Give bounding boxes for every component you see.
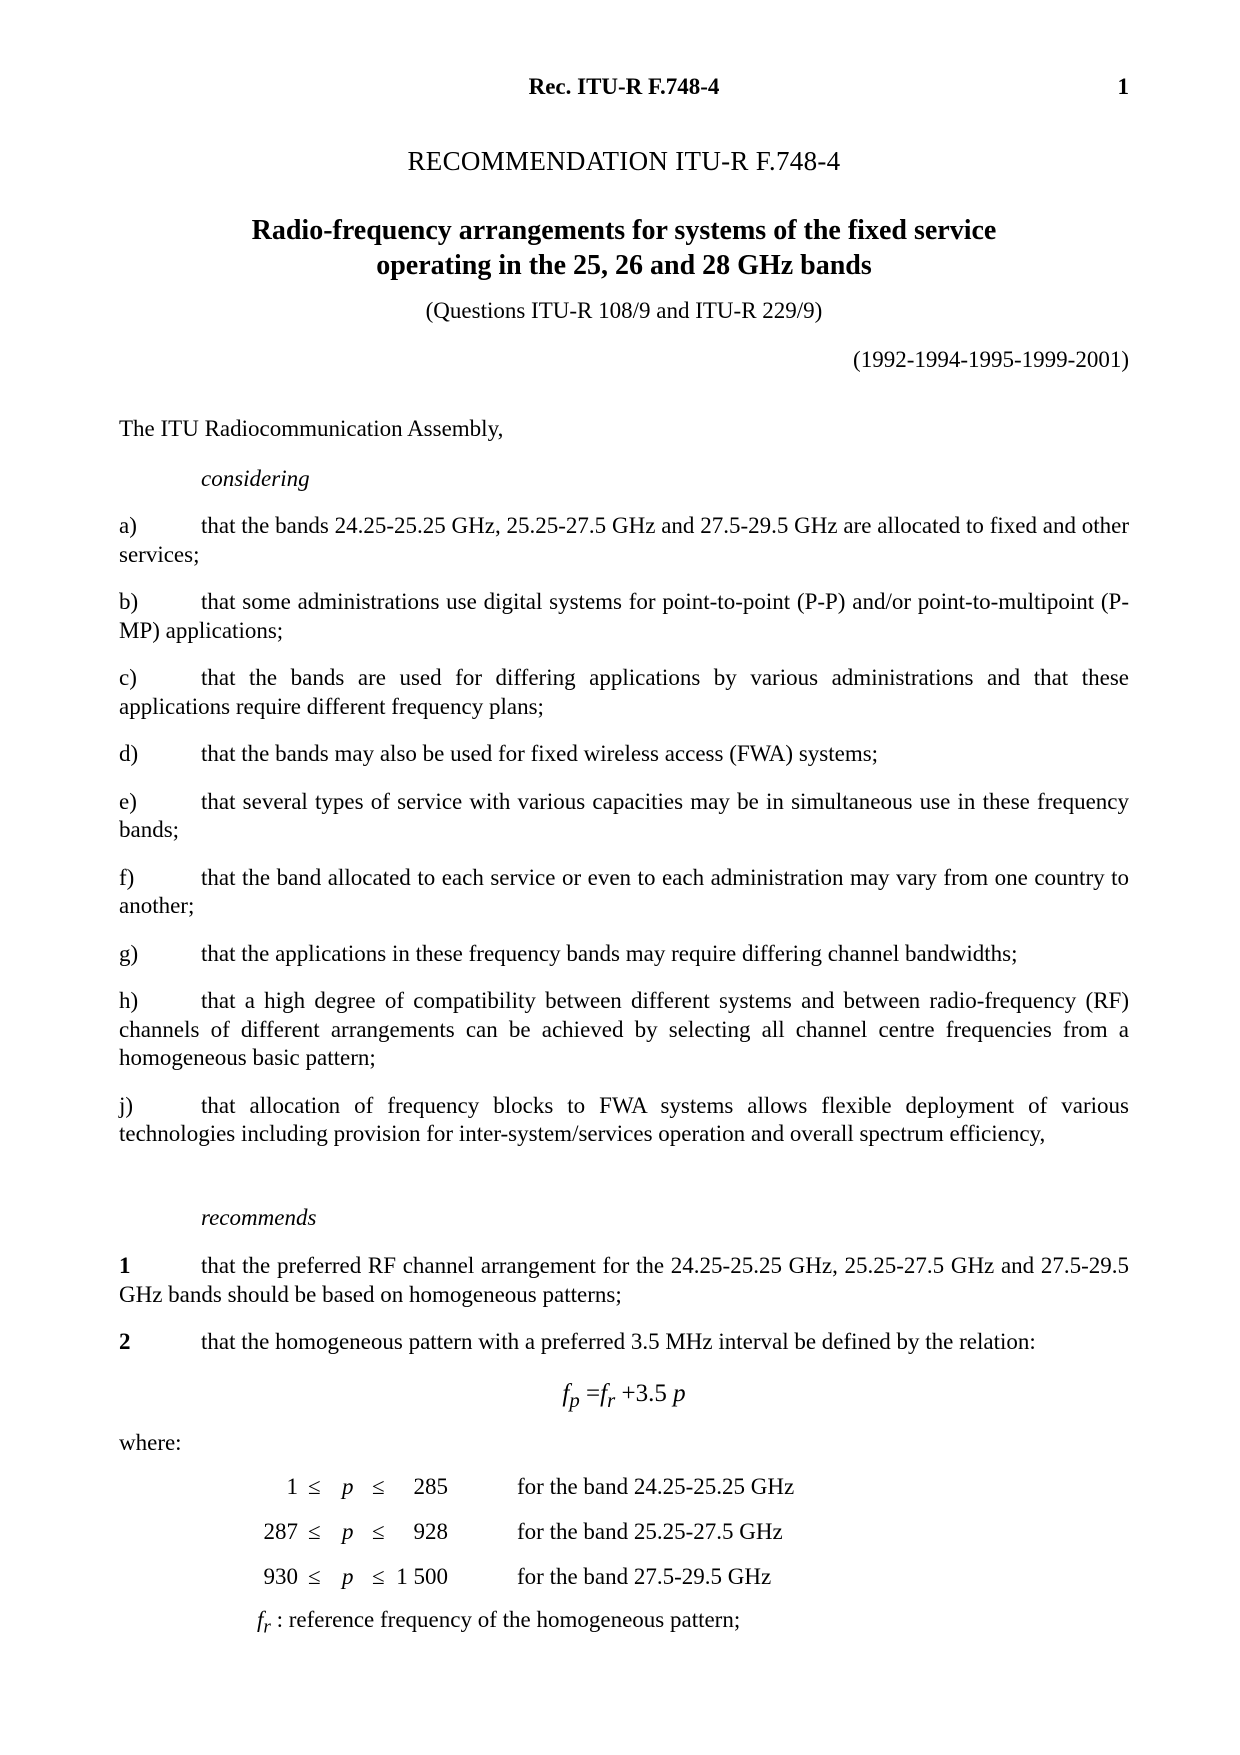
fr-subscript: r	[263, 1616, 271, 1638]
range-high: 928	[413, 1519, 448, 1544]
range-band: for the band 27.5-29.5 GHz	[517, 1564, 772, 1589]
item-label: a)	[119, 513, 137, 538]
range-low: 1	[286, 1474, 298, 1499]
main-title	[119, 213, 1129, 283]
revision-dates: (1992-1994-1995-1999-2001)	[853, 347, 1129, 372]
fr-definition	[257, 1607, 740, 1639]
item-label: f)	[119, 864, 135, 890]
item-text: that some administrations use digital systems for point-to-point (P-P) and/or point-to-multipoint (P-MP) applications;	[119, 589, 1129, 643]
item-text: that allocation of frequency blocks to FWA systems allows flexible deployment of various technologies including provision for inter-system/services operation and overall spectrum efficiency,	[119, 1092, 1129, 1146]
item-label: b)	[119, 589, 139, 614]
item-label: 1	[119, 1253, 131, 1278]
formula-plus: +	[615, 1380, 636, 1407]
questions-reference: (Questions ITU-R 108/9 and ITU-R 229/9)	[425, 298, 823, 323]
fr-symbol: f	[257, 1607, 264, 1632]
range-le-sign: ≤	[372, 1519, 385, 1544]
range-low: 287	[263, 1519, 298, 1544]
item-label: g)	[119, 940, 139, 966]
intro-line: The ITU Radiocommunication Assembly,	[119, 416, 504, 441]
range-variable: p	[342, 1519, 354, 1544]
item-text: that the applications in these frequency bands may require differing channel bandwidths;	[201, 940, 1018, 966]
main-title-line1: Radio-frequency arrangements for systems of the fixed service	[251, 215, 997, 246]
formula-coefficient: 3.5	[635, 1380, 674, 1407]
item-label: c)	[119, 665, 137, 690]
range-band: for the band 24.25-25.25 GHz	[517, 1474, 795, 1499]
range-le-sign: ≤	[372, 1564, 385, 1589]
fr-text: reference frequency of the homogeneous pattern;	[283, 1607, 741, 1632]
formula-fr: f	[600, 1380, 608, 1407]
recommends-heading: recommends	[201, 1205, 317, 1230]
considering-item	[119, 864, 1129, 921]
page-number: 1	[1117, 74, 1129, 99]
considering-item	[119, 1092, 1129, 1149]
considering-item	[119, 940, 1129, 969]
considering-item	[119, 740, 1129, 769]
header-title: Rec. ITU-R F.748-4	[528, 74, 720, 99]
range-row	[240, 1474, 940, 1519]
range-high: 285	[413, 1474, 448, 1499]
formula-r-subscript: r	[607, 1388, 616, 1412]
range-row	[240, 1564, 940, 1609]
item-text: that the preferred RF channel arrangement for the 24.25-25.25 GHz, 25.25-27.5 GHz and 27.5-29.5 GHz bands should be based on homogeneous patterns;	[119, 1253, 1129, 1307]
recommends-list	[119, 1252, 1129, 1376]
considering-item	[119, 987, 1129, 1073]
item-label: 2	[119, 1329, 131, 1354]
recommends-item	[119, 1328, 1129, 1357]
item-text: that the bands are used for differing applications by various administrations and that these applications require different frequency plans;	[119, 665, 1129, 719]
item-text: that several types of service with various capacities may be in simultaneous use in these frequency bands;	[119, 788, 1129, 842]
considering-list	[119, 512, 1129, 1168]
range-le-sign: ≤	[308, 1474, 321, 1499]
where-label: where:	[119, 1430, 182, 1455]
considering-item	[119, 664, 1129, 721]
range-band: for the band 25.25-27.5 GHz	[517, 1519, 783, 1544]
running-header	[119, 74, 1129, 106]
item-text: that a high degree of compatibility between different systems and between radio-frequency (RF) channels of different arrangements can be achieved by selecting all channel centre frequencies from a homogeneous basic pattern;	[119, 988, 1129, 1070]
item-label: d)	[119, 741, 139, 766]
range-le-sign: ≤	[372, 1474, 385, 1499]
fr-colon: :	[270, 1607, 283, 1632]
considering-heading: considering	[201, 466, 310, 491]
main-title-line2: operating in the 25, 26 and 28 GHz bands	[376, 250, 872, 281]
formula-p-subscript: p	[569, 1388, 580, 1412]
range-variable: p	[342, 1564, 354, 1589]
frequency-formula	[119, 1380, 1129, 1413]
recommends-item	[119, 1252, 1129, 1309]
range-table	[240, 1474, 940, 1609]
range-le-sign: ≤	[308, 1564, 321, 1589]
range-row	[240, 1519, 940, 1564]
formula-fp: f	[562, 1380, 570, 1407]
considering-item	[119, 788, 1129, 845]
range-variable: p	[342, 1474, 354, 1499]
range-le-sign: ≤	[308, 1519, 321, 1544]
item-label: e)	[119, 788, 137, 814]
item-text: that the band allocated to each service or even to each administration may vary from one country to another;	[119, 864, 1129, 918]
item-text: that the homogeneous pattern with a preferred 3.5 MHz interval be defined by the relation:	[201, 1329, 1036, 1354]
item-text: that the bands 24.25-25.25 GHz, 25.25-27.5 GHz and 27.5-29.5 GHz are allocated to fixed and other services;	[119, 513, 1129, 567]
range-low: 930	[263, 1564, 298, 1589]
item-label: h)	[119, 988, 139, 1013]
considering-item	[119, 512, 1129, 569]
considering-item	[119, 588, 1129, 645]
recommendation-title: RECOMMENDATION ITU-R F.748-4	[407, 146, 841, 176]
item-text: that the bands may also be used for fixed wireless access (FWA) systems;	[201, 741, 879, 766]
formula-variable: p	[673, 1380, 686, 1407]
formula-equals: =	[579, 1380, 601, 1407]
range-high: 1 500	[396, 1564, 448, 1589]
item-label: j)	[119, 1092, 134, 1118]
